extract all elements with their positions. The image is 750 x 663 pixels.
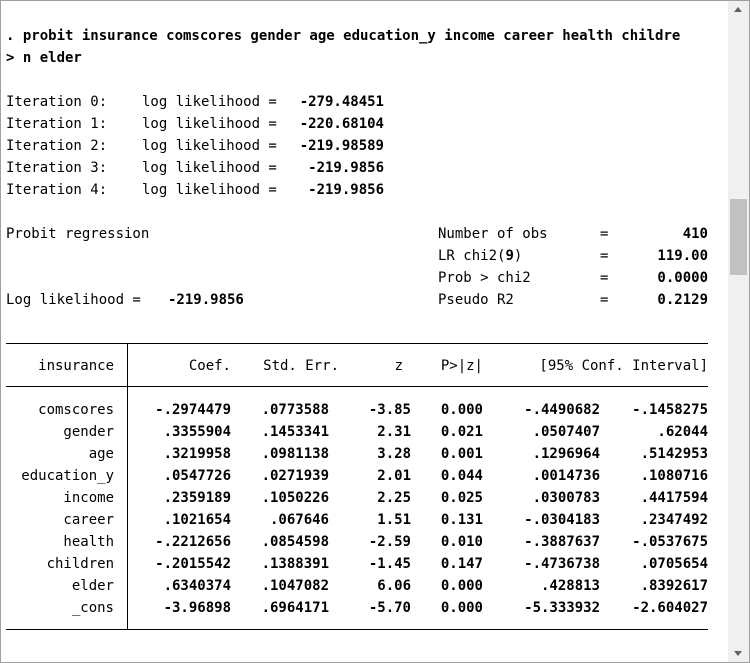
results-pane[interactable] [1, 1, 728, 662]
cell-ci-high: .4417594 [640, 490, 708, 506]
cell-se: .0981138 [261, 446, 329, 462]
cell-coef: .3219958 [163, 446, 231, 462]
row-varname: _cons [71, 600, 114, 616]
command-line-2: > n elder [6, 50, 82, 66]
iteration-text: log likelihood = [142, 138, 277, 154]
iteration-label: Iteration 4: [6, 182, 108, 198]
row-varname: health [63, 534, 114, 550]
col-header-ci: [95% Conf. Interval] [539, 358, 708, 374]
iteration-value: -219.98589 [299, 138, 384, 154]
cell-se: .0854598 [261, 534, 329, 550]
arrow-up-icon [734, 7, 742, 12]
cell-ci-low: -.3887637 [524, 534, 600, 550]
iteration-value: -279.48451 [299, 94, 384, 110]
col-header-p: P>|z| [440, 358, 483, 374]
command-line-1: . probit insurance comscores gender age education_y income career health childre [6, 28, 681, 44]
cell-z: 2.31 [377, 424, 411, 440]
cell-ci-high: -.0537675 [632, 534, 708, 550]
cell-coef: .3355904 [163, 424, 231, 440]
stat-label-r2: Pseudo R2 [438, 292, 514, 308]
cell-p: 0.000 [440, 402, 483, 418]
cell-z: 1.51 [377, 512, 411, 528]
cell-z: 2.25 [377, 490, 411, 506]
iteration-text: log likelihood = [142, 160, 277, 176]
iteration-value: -219.9856 [308, 182, 384, 198]
cell-ci-high: .2347492 [640, 512, 708, 528]
cell-z: 2.01 [377, 468, 411, 484]
cell-z: -5.70 [368, 600, 411, 616]
cell-z: 3.28 [377, 446, 411, 462]
cell-coef: -3.96898 [163, 600, 231, 616]
row-varname: children [46, 556, 114, 572]
iteration-value: -220.68104 [299, 116, 384, 132]
iteration-label: Iteration 3: [6, 160, 108, 176]
cell-coef: -.2015542 [155, 556, 231, 572]
cell-ci-high: .5142953 [640, 446, 708, 462]
cell-p: 0.000 [440, 600, 483, 616]
iteration-label: Iteration 2: [6, 138, 108, 154]
cell-ci-low: -5.333932 [524, 600, 600, 616]
cell-coef: .2359189 [163, 490, 231, 506]
scroll-thumb[interactable] [730, 199, 747, 275]
cell-se: .067646 [269, 512, 329, 528]
cell-coef: -.2974479 [155, 402, 231, 418]
stat-value-nobs: 410 [682, 226, 708, 242]
loglik-label: Log likelihood = [6, 292, 141, 308]
cell-ci-high: .1080716 [640, 468, 708, 484]
scroll-up-button[interactable] [728, 1, 749, 19]
table-rule-top [6, 343, 708, 344]
iteration-value: -219.9856 [308, 160, 384, 176]
vertical-scrollbar[interactable] [728, 1, 749, 662]
iteration-text: log likelihood = [142, 116, 277, 132]
cell-se: .1047082 [261, 578, 329, 594]
cell-p: 0.021 [440, 424, 483, 440]
cell-z: 6.06 [377, 578, 411, 594]
cell-ci-low: -.4736738 [524, 556, 600, 572]
row-varname: age [88, 446, 114, 462]
cell-p: 0.044 [440, 468, 483, 484]
col-header-coef: Coef. [188, 358, 231, 374]
stat-label-nobs: Number of obs [438, 226, 548, 242]
cell-ci-high: .0705654 [640, 556, 708, 572]
cell-ci-high: -2.604027 [632, 600, 708, 616]
cell-ci-low: -.0304183 [524, 512, 600, 528]
iteration-label: Iteration 0: [6, 94, 108, 110]
table-rule-header [6, 386, 708, 387]
cell-se: .6964171 [261, 600, 329, 616]
cell-p: 0.010 [440, 534, 483, 550]
row-varname: comscores [38, 402, 114, 418]
cell-z: -3.85 [368, 402, 411, 418]
cell-ci-low: .0300783 [532, 490, 600, 506]
stat-value-r2: 0.2129 [657, 292, 708, 308]
stat-eq: = [600, 226, 609, 242]
stat-eq: = [600, 292, 609, 308]
cell-ci-high: -.1458275 [632, 402, 708, 418]
stat-label-prob: Prob > chi2 [438, 270, 531, 286]
depvar-header: insurance [38, 358, 114, 374]
cell-ci-low: .428813 [540, 578, 600, 594]
cell-z: -1.45 [368, 556, 411, 572]
iteration-label: Iteration 1: [6, 116, 108, 132]
cell-p: 0.001 [440, 446, 483, 462]
cell-p: 0.147 [440, 556, 483, 572]
stat-label-chi2: LR chi2(9) [438, 248, 523, 264]
cell-coef: .6340374 [163, 578, 231, 594]
col-header-se: Std. Err. [263, 358, 339, 374]
row-varname: income [63, 490, 114, 506]
row-varname: education_y [21, 468, 114, 484]
row-varname: gender [63, 424, 114, 440]
stat-value-chi2: 119.00 [657, 248, 708, 264]
chi2-df: 9 [505, 248, 514, 264]
cell-ci-low: .1296964 [532, 446, 600, 462]
cell-ci-low: .0507407 [532, 424, 600, 440]
cell-se: .0773588 [261, 402, 329, 418]
arrow-down-icon [734, 651, 742, 656]
row-varname: elder [71, 578, 114, 594]
cell-p: 0.000 [440, 578, 483, 594]
row-varname: career [63, 512, 114, 528]
cell-se: .0271939 [261, 468, 329, 484]
scroll-down-button[interactable] [728, 644, 749, 662]
cell-z: -2.59 [368, 534, 411, 550]
iteration-text: log likelihood = [142, 94, 277, 110]
cell-coef: .0547726 [163, 468, 231, 484]
stat-value-prob: 0.0000 [657, 270, 708, 286]
cell-se: .1388391 [261, 556, 329, 572]
stat-eq: = [600, 270, 609, 286]
table-rule-bottom [6, 629, 708, 630]
cell-se: .1453341 [261, 424, 329, 440]
model-title: Probit regression [6, 226, 150, 242]
cell-ci-low: -.4490682 [524, 402, 600, 418]
cell-coef: -.2212656 [155, 534, 231, 550]
cell-coef: .1021654 [163, 512, 231, 528]
cell-p: 0.131 [440, 512, 483, 528]
cell-p: 0.025 [440, 490, 483, 506]
loglik-value: -219.9856 [168, 292, 244, 308]
col-header-z: z [394, 358, 403, 374]
cell-ci-high: .62044 [657, 424, 708, 440]
cell-ci-low: .0014736 [532, 468, 600, 484]
cell-ci-high: .8392617 [640, 578, 708, 594]
iteration-text: log likelihood = [142, 182, 277, 198]
cell-se: .1050226 [261, 490, 329, 506]
stat-eq: = [600, 248, 609, 264]
